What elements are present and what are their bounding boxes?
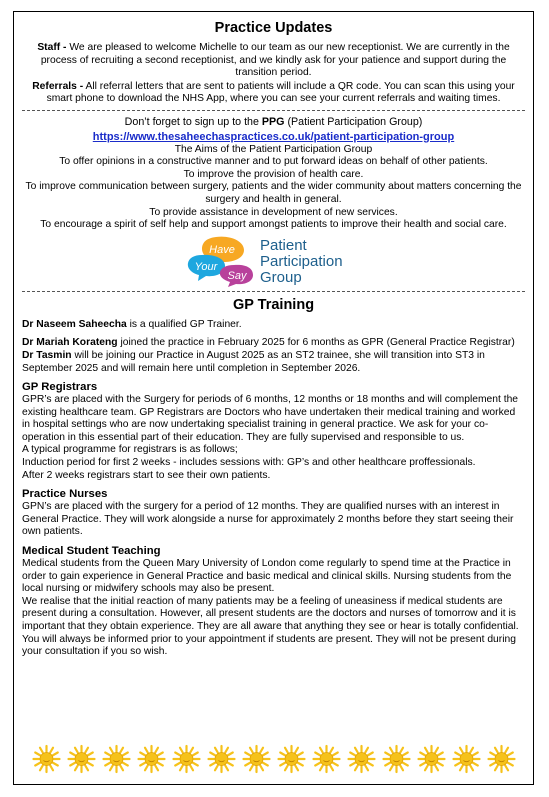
sun-icon bbox=[104, 746, 130, 772]
ppg-aim: To encourage a spirit of self help and support amongst patients to improve their health and social care. bbox=[40, 219, 507, 231]
nurses-heading: Practice Nurses bbox=[22, 488, 108, 501]
referrals-update bbox=[22, 81, 525, 106]
gp-training-title: GP Training bbox=[232, 296, 315, 313]
sun-icon bbox=[454, 746, 480, 772]
ppg-link[interactable]: https://www.thesaheechaspractices.co.uk/patient-participation-group bbox=[92, 130, 455, 143]
sun-icon bbox=[174, 746, 200, 772]
registrars-heading: GP Registrars bbox=[22, 381, 98, 394]
registrars-paragraph: After 2 weeks registrars start to see their own patients. bbox=[22, 469, 271, 481]
students-paragraph: We realise that the initial reaction of many patients may be a feeling of uneasiness if medical students are present during a consultation. However, all present students are the doctors and nurses of tomorrow and it is important that they obtain experience. They are all aware that anything they see or hear is totally confidential. You will always be informed prior to your appointment if students are present. They will not be present during your consultation if you so wish. bbox=[22, 595, 519, 658]
logo-your-text: Your bbox=[194, 260, 217, 273]
students-paragraph: Medical students from the Queen Mary University of London come regularly to spend time at the Practice in order to gain experience in General Practice and basic medical and clinical skills. Nursing students from the local nursing or midwifery schools may also be present. bbox=[22, 558, 512, 595]
logo-line3: Group bbox=[259, 268, 302, 286]
logo-line2: Participation bbox=[259, 252, 343, 270]
newsletter-frame bbox=[13, 11, 534, 785]
tasmin-line bbox=[22, 350, 525, 375]
staff-label: Staff - bbox=[37, 42, 67, 53]
registrars-paragraph: Induction period for first 2 weeks - includes sessions with: GP’s and other healthcare proffessionals. bbox=[22, 457, 476, 469]
sun-icon bbox=[384, 746, 410, 772]
ppg-aim: To improve the provision of health care. bbox=[183, 168, 364, 180]
ppg-aim: To offer opinions in a constructive manner and to put forward ideas on behalf of other patients. bbox=[59, 156, 488, 168]
sun-icon bbox=[314, 746, 340, 772]
practice-updates-title: Practice Updates bbox=[214, 20, 333, 36]
ppg-aims-title: The Aims of the Patient Participation Group bbox=[174, 143, 373, 155]
trainer-name: Dr Naseem Saheecha bbox=[22, 318, 127, 330]
students-heading: Medical Student Teaching bbox=[22, 545, 161, 558]
ppg-aim: To improve communication between surgery, patients and the wider community about matters concerning the surgery and health in general. bbox=[25, 181, 522, 205]
ppg-aim: To provide assistance in development of new services. bbox=[149, 206, 398, 218]
divider bbox=[22, 110, 525, 111]
mariah-line bbox=[22, 337, 525, 350]
staff-text: We are pleased to welcome Michelle to our team as our new receptionist. We are currently in the process of recruiting a second receptionist, and we kindly ask for your patience and support during the transition period. bbox=[40, 42, 510, 79]
referrals-text: All referral letters that are sent to patients will include a QR code. You can scan this using your smart phone to download the NHS App, where you can see your current referrals and waiting times. bbox=[46, 80, 515, 105]
logo-line1: Patient bbox=[259, 236, 307, 254]
ppg-aims bbox=[22, 144, 525, 232]
sun-border bbox=[29, 744, 519, 774]
mariah-text: joined the practice in February 2025 for 6 months as GPR (General Practice Registrar) bbox=[120, 337, 515, 349]
registrars-paragraph: A typical programme for registrars is as follows; bbox=[22, 444, 238, 456]
sun-icon bbox=[349, 746, 375, 772]
ppg-signup bbox=[22, 116, 525, 129]
mariah-name: Dr Mariah Korateng bbox=[22, 337, 118, 349]
ppg-signup-after: (Patient Participation Group) bbox=[287, 115, 423, 128]
sun-icon bbox=[139, 746, 165, 772]
trainer-text: is a qualified GP Trainer. bbox=[129, 318, 242, 330]
logo-have-text: Have bbox=[208, 243, 235, 256]
tasmin-name: Dr Tasmin bbox=[22, 349, 72, 361]
ppg-logo bbox=[186, 235, 362, 287]
nurses-paragraph: GPN’s are placed with the surgery for a period of 12 months. They are qualified nurses with an interest in General Practice. They will work alongside a nurse for approximately 2 months before they start seeing their own patients. bbox=[22, 501, 514, 538]
trainer-line bbox=[22, 319, 525, 332]
logo-say-text: Say bbox=[227, 269, 246, 282]
sun-icon bbox=[69, 746, 95, 772]
tasmin-text: will be joining our Practice in August 2025 as an ST2 trainee, she will transition into ST3 in September 2025 and will remain here until completion in September 2026. bbox=[22, 349, 485, 374]
sun-icon bbox=[419, 746, 445, 772]
ppg-signup-bold: PPG bbox=[261, 115, 285, 128]
ppg-signup-before: Don’t forget to sign up to the bbox=[124, 115, 259, 128]
staff-update bbox=[22, 42, 525, 80]
sun-icon bbox=[244, 746, 270, 772]
sun-icon bbox=[279, 746, 305, 772]
divider bbox=[22, 291, 525, 292]
registrars-paragraph: GPR’s are placed with the Surgery for periods of 6 months, 12 months or 18 months and will complement the existing healthcare team. GP Registrars are Doctors who have undertaken their medical training and worked in hospital settings who are now undertaking specialist training in general practice. We ask for your co-operation in this essential part of their education. They are fully supervised and responsible to us. bbox=[22, 394, 519, 443]
referrals-label: Referrals - bbox=[32, 80, 84, 92]
sun-icon bbox=[489, 746, 515, 772]
sun-icon bbox=[34, 746, 60, 772]
sun-icon bbox=[209, 746, 235, 772]
